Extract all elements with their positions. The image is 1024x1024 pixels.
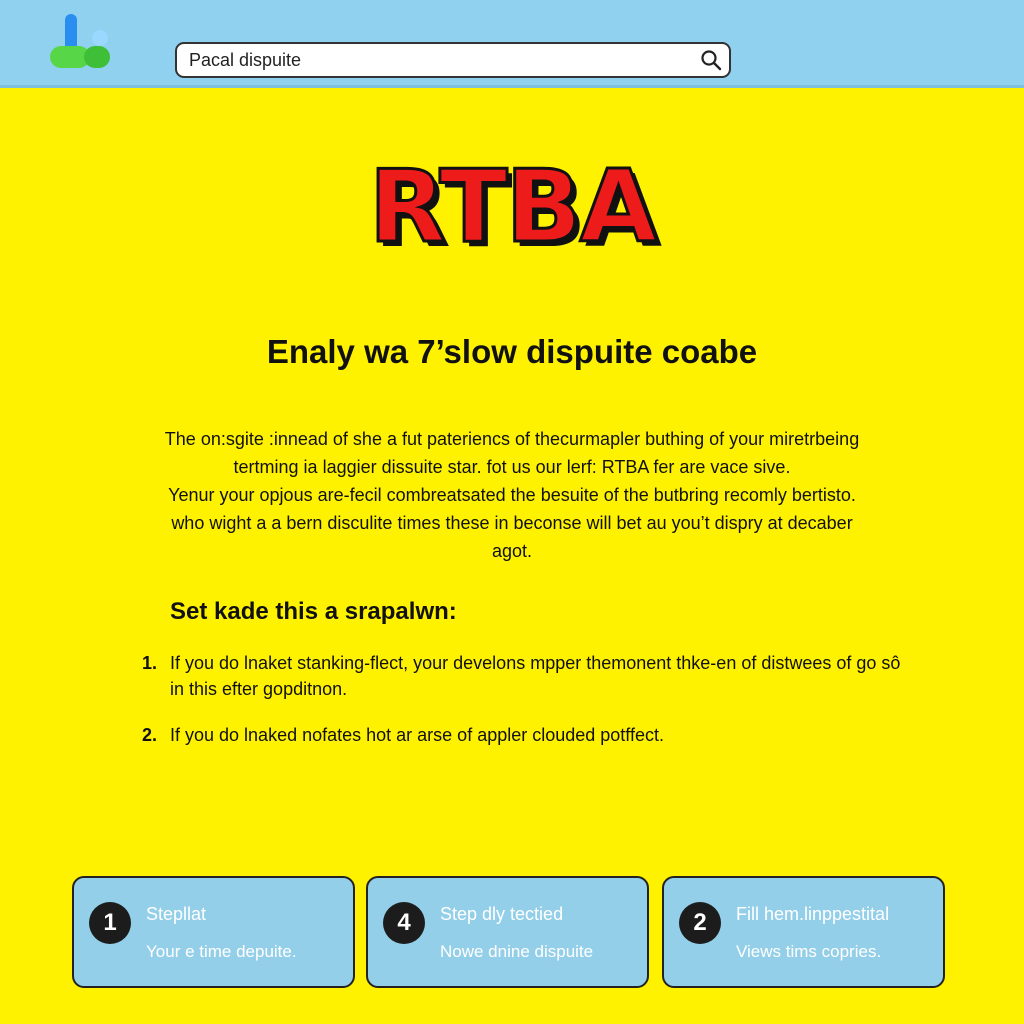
step-card[interactable] [662,876,945,988]
step-card[interactable] [366,876,649,988]
intro-line: who wight a a bern disculite times these in beconse will bet au you’t dispry at decaber [171,513,853,533]
search-input[interactable] [177,44,693,76]
step-number-badge: 2 [679,902,721,944]
hero-title: RTBA [368,148,656,265]
intro-line: agot. [491,541,533,561]
logo-green-pill-right [84,46,110,68]
list-item-number: 1. [142,653,158,673]
logo-dot [92,30,108,46]
list-item [142,650,902,702]
step-card-title: Stepllat [146,904,207,924]
top-bar [0,0,1024,88]
search-icon[interactable] [693,44,729,76]
step-number-badge: 1 [89,902,131,944]
list-item-text: If you do lnaket stanking-flect, your develons mpper themonent thke-en of distwees of go sô in this efter gopditnon. [170,653,901,699]
page-subtitle: Enaly wa 7’slow dispuite coabe [266,333,758,370]
search-bar[interactable] [175,42,731,78]
step-card-description: Nowe dnine dispuite [440,942,594,961]
step-card[interactable] [72,876,355,988]
intro-line: tertming ia laggier dissuite star. fot us our lerf: RTBA fer are vace sive. [233,457,791,477]
step-card-title: Step dly tectied [440,904,564,924]
list-item-number: 2. [142,725,158,745]
step-cards [72,876,948,988]
step-card-description: Your e time depuite. [146,942,297,961]
step-number-badge: 4 [383,902,425,944]
app-logo-icon[interactable] [48,12,114,70]
steps-list [142,650,902,768]
steps-heading: Set kade this a srapalwn: [170,598,457,625]
list-item [142,722,902,748]
step-card-description: Views tims copries. [736,942,882,961]
intro-paragraph [120,425,904,565]
step-card-title: Fill hem.linppestital [736,904,890,924]
intro-line: The on:sgite :innead of she a fut pateriencs of thecurmapler buthing of your miretrbeing [164,429,860,449]
intro-line: Yenur your opjous are-fecil combreatsated the besuite of the butbring recomly bertisto. [168,485,856,505]
list-item-text: If you do lnaked nofates hot ar arse of appler clouded potffect. [170,725,664,745]
